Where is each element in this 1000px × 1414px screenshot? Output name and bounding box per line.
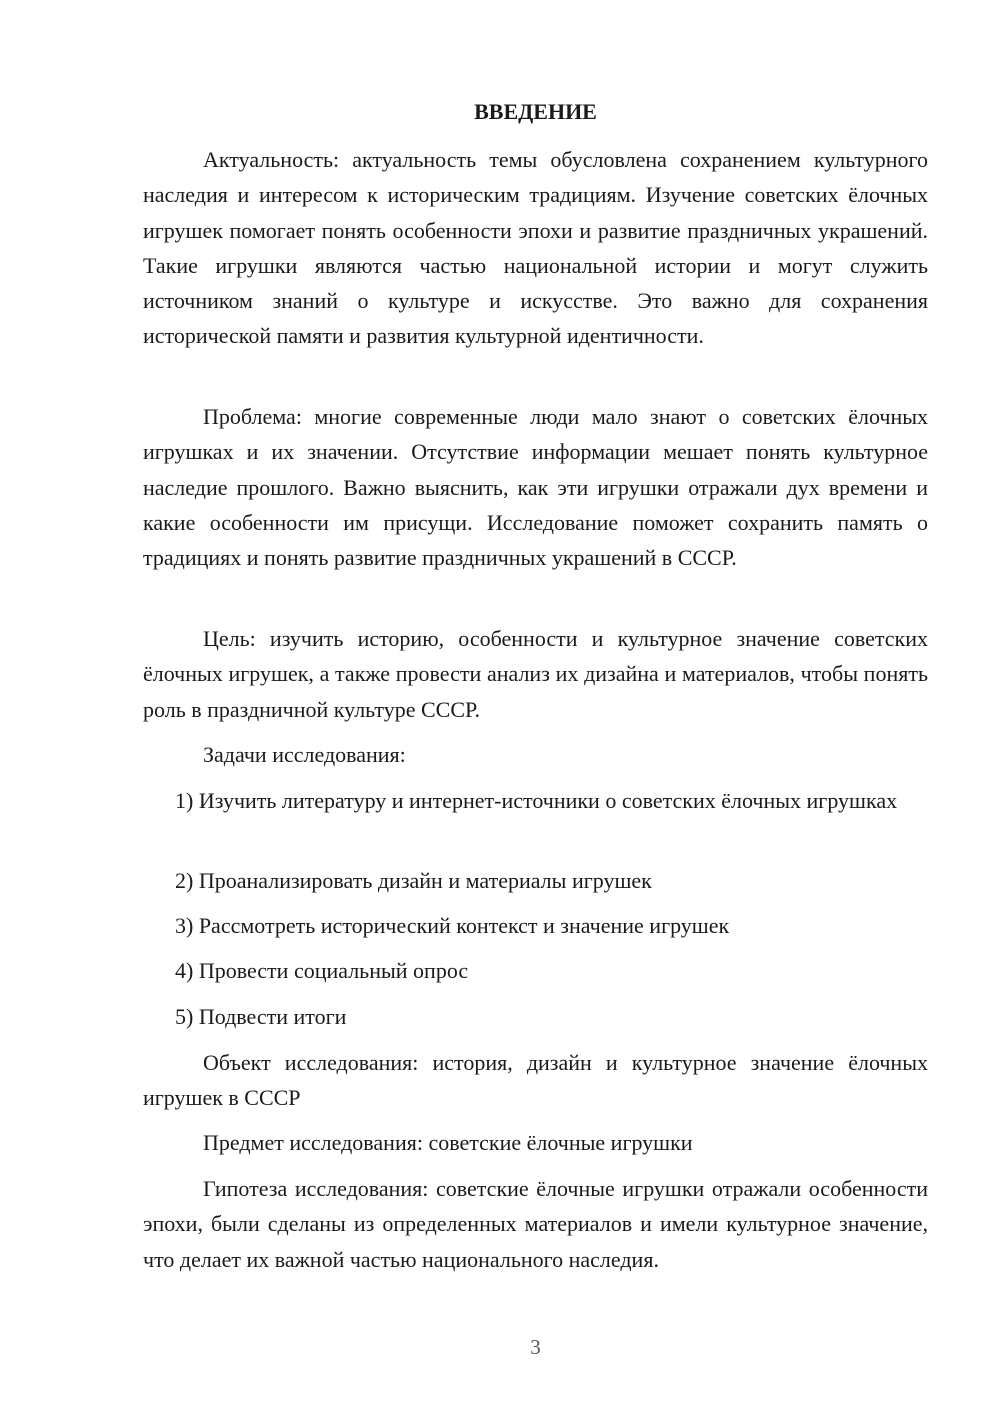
object-paragraph: Объект исследования: история, дизайн и культурное значение ёлочных игрушек в СССР: [143, 1050, 928, 1111]
hypothesis-paragraph: Гипотеза исследования: советские ёлочные игрушки отражали особенности эпохи, были сделаны из определенных материалов и имели культурное значение, что делает их важной частью национального наследия.: [143, 1176, 928, 1272]
task-item: 1) Изучить литературу и интернет-источники о советских ёлочных игрушках: [175, 788, 898, 813]
task-item: 4) Провести социальный опрос: [175, 958, 469, 983]
page-title: ВВЕДЕНИЕ: [474, 99, 597, 124]
relevance-paragraph: Актуальность: актуальность темы обусловлена сохранением культурного наследия и интересом к историческим традициям. Изучение советских ёлочных игрушек помогает понять особенности эпохи и развитие праздничных украшений. Такие игрушки являются частью национальной истории и могут служить источником знаний о культуре и искусстве. Это важно для сохранения исторической памяти и развития культурной идентичности.: [143, 147, 928, 349]
goal-paragraph: Цель: изучить историю, особенности и культурное значение советских ёлочных игрушек, а также провести анализ их дизайна и материалов, чтобы понять роль в праздничной культуре СССР.: [143, 626, 928, 722]
problem-paragraph: Проблема: многие современные люди мало знают о советских ёлочных игрушках и их значении. Отсутствие информации мешает понять культурное наследие прошлого. Важно выяснить, как эти игрушки отражали дух времени и какие особенности им присущи. Исследование поможет сохранить память о традициях и понять развитие праздничных украшений в СССР.: [143, 404, 928, 571]
task-item: 5) Подвести итоги: [175, 1004, 347, 1029]
page-number: 3: [530, 1335, 541, 1359]
tasks-heading: Задачи исследования:: [203, 742, 406, 767]
subject-paragraph: Предмет исследования: советские ёлочные игрушки: [203, 1130, 693, 1155]
task-item: 3) Рассмотреть исторический контекст и значение игрушек: [175, 913, 730, 938]
task-item: 2) Проанализировать дизайн и материалы игрушек: [175, 868, 652, 893]
